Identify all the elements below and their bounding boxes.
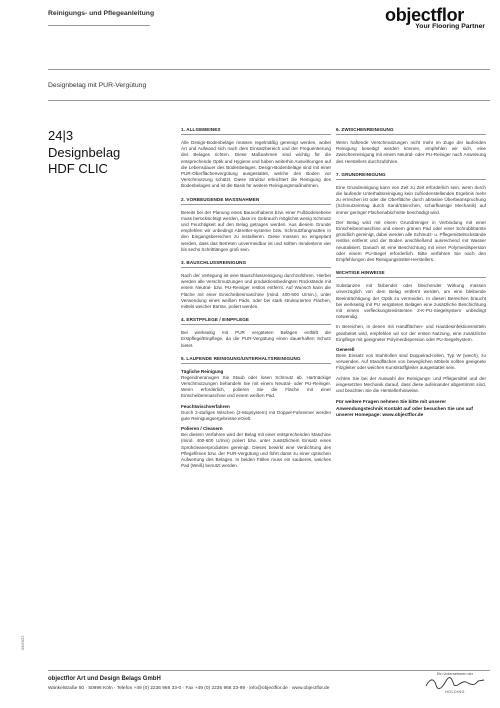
document-subtitle: Designbelag mit PUR-Vergütung — [48, 82, 147, 89]
section-text: Durch 2-stufiges Wischen (2-Mopsystem) mit Doppel-Fahreimer werden gute Reinigungsergebnisse erzielt. — [181, 409, 331, 421]
section-heading: 4. ERSTPFLEGE / EINPFLEGE — [181, 317, 331, 325]
section-general — [181, 127, 331, 190]
subtitle-rule — [48, 100, 490, 101]
section-text: Der Belag wird mit einem Grundreiniger in Verbindung mit einer Einscheibenmaschine und einem grünen Pad oder einer Schrubbbürste gründlich gereinigt, dabei werden alle Schmutz- u. Pflegemittelrückstände restlos entfernt und der Boden anschließend ausreichend mit Wasser neutralisiert. Danach ist eine Beschichtung mit einer Polymerdispersion oder einem PU-Siegel erforderlich. Bitte verfahren Sie nach den Empfehlungen des Reinigungsmittel-Herstellers. — [336, 219, 486, 263]
subheading: Polieren / Cleanern — [181, 426, 223, 432]
section-text: Wenn haftende Verschmutzungen nicht mehr im Zuge der laufenden Reinigung beseitigt werden können, empfehlen wir sich, eine Zwischenreinigung mit einem Neutral- oder PU-Reiniger nach Anweisung des Herstellers durchzuführen. — [336, 140, 486, 164]
subheading: Feuchtwischverfahren — [181, 403, 230, 409]
section-text: Eine Grundreinigung kann von Zeit zu Zeit erforderlich sein, wenn durch die laufende Unterhaltsreinigung kein zufriedenstellendes Ergebnis mehr zu erreichen ist oder die Oberfläche durch abrasive Überbeanspruchung (Schmutzeintrag durch Sand/Steinchen, scharfkantige Mechanik) auf immer geringer Flächenabschnitte beschädigt wird. — [336, 184, 486, 215]
header-rule — [48, 69, 490, 70]
subheading: Tägliche Reinigung — [181, 368, 224, 374]
header-rule-left — [48, 25, 150, 26]
section-heading: WICHTIGE HINWEISE — [336, 270, 486, 278]
logo-tagline: Your Flooring Partner — [415, 23, 485, 30]
section-heading: 2. VORBEUGENDE MASSNAHMEN — [181, 197, 331, 205]
section-heading: 5. LAUFENDE REINIGUNG/UNTERHALTSREINIGUNG — [181, 356, 331, 364]
logo-wordmark: objectflor — [385, 5, 465, 25]
revision-date: 05/2022 — [20, 635, 25, 650]
section-preventive — [181, 197, 331, 253]
signature-logo — [420, 676, 490, 690]
contact-note: Für weitere Fragen nehmen Sie bitte mit unserer Anwendungstechnik Kontakt auf oder besuchen Sie uns auf unserer Homepage: www.objectflor.de — [336, 400, 473, 419]
section-initial-care — [181, 317, 331, 349]
parent-company-brand: HOLDING — [445, 690, 465, 694]
product-number: 24|3 — [48, 128, 74, 143]
section-heading: 6. ZWISCHENREINIGUNG — [336, 127, 486, 135]
section-text: Nach der Verlegung ist eine Bauschlussreinigung durchzuführen. Hierbei werden alle Verschmutzungen und produktionsbedingten Rückstände mit einem Neutral- bzw. PU-Reiniger restlos entfernt. Auf Wunsch kann die Fläche mit einer Einscheibenmaschine (mind. 400-600 U/min.), unter Verwendung eines weißen Pads, oder bei stark strukturierten Flächen, mittels weicher Bürste, poliert werden. — [181, 273, 331, 310]
column-right — [336, 127, 486, 427]
section-heading: 3. BAUSCHLUSSREINIGUNG — [181, 260, 331, 268]
document-title: Reinigungs- und Pflegeanleitung — [48, 10, 155, 17]
section-text: Regendneranugen Sie Staub oder losen Schmutz ab. Hartnäckige Verschmutzungen behandeln Sie mit einem Neutral- oder PU-Reiniger. Wenn erforderlich, polieren Sie die Fläche mit einer Einscheibenmaschine und einem weißen Pad. — [181, 374, 331, 399]
section-text: Beim Einsatz von Stuhlrollen sind Doppelrad-rollen, Typ W (weich), zu verwenden. Auf Standflächen von beweglichen Möbeln sollten geeignete Filzgleiter oder weichen Kunststoffgleiter ausgestattet sein. — [336, 353, 486, 371]
section-text: In Bereichen, in denen mit Handflächen- und Hautdesinfektionsmitteln gearbeitet wird, empfehlen wir vor der ersten Nutzung, eine zusätzliche Einpflege mit geeigneter Polymerdispersion oder PU-Siegelsystem. — [336, 324, 486, 342]
section-text: Substanzen mit färbender oder bleichender Wirkung müssen unverzüglich von dem Belag entfernt werden, um eine bleibende Beeinträchtigung der Optik zu vermeiden. In diesen Bereichen braucht bei werkseitig mit PU vergüteten Belägen eine zusätzliche Beschichtung mit einem verfleckungsresistenten 2-K-PU-Siegelsystem unbedingt notwendig. — [336, 283, 486, 320]
section-text: Alle Design-Bodenbeläge müssen regelmäßig gereinigt werden, wobei Art und Aufwand sich nach dem Einsatzbereich und der Frequentierung des Belages richten. Diese Maßnahmen sind wichtig für die entsprechende Optik und Hygiene und haben weiterhin Auswirkungen auf die Lebensdauer des Bodenbelages. Design-Bodenbeläge sind mit einer PUR-Oberflächenvergütung ausgestattet, welche den Boden vor Verschmutzung schützt. Diese Struktur erleichtert die Reinigung des Bodenbelages und ist die Basis für weitere Reinigungsmaßnahmen. — [181, 140, 331, 189]
section-text: Bei werkseitig mit PUR vergüteten Belägen entfällt die Erstpflege/Einpflege, da die PUR-Vergütung einen dauerhaften Schutz bietet. — [181, 330, 331, 348]
column-left — [181, 127, 331, 476]
section-heading: 7. GRUNDREINIGUNG — [336, 172, 486, 180]
product-name — [48, 145, 120, 177]
section-final-cleaning — [181, 260, 331, 310]
footer-address: Wankelstraße 50 · 50996 Köln · Telefon +49 (0) 2236 966 33-0 · Fax +49 (0) 2236 966 33-99 · info@objectflor.de · www.objectflor.de — [48, 686, 330, 691]
product-name-line1: Designbelag — [48, 145, 121, 160]
section-text: Bei diesem Verfahren wird der Belag mit einer entsprechenden Maschine (mind. 400-600 U/min) poliert bzw. unter zusätzlichem Einsatz eines Sprühcleanerproduktes gereinigt. Dieses bewirkt eine Verdichtung des Pflegefilmes bzw. der PUR-Vergütung und führt damit zu einer optischen Aufwertung des Belages. In beiden Fällen muss ein sauberes, weiches Pad (Weiß) benutzt werden. — [181, 432, 331, 469]
product-name-line2: HDF CLIC — [48, 161, 108, 176]
footer-company: objectflor Art und Design Belags GmbH — [48, 676, 161, 682]
section-text: Bereits bei der Planung eines Bauvorhabens bzw. einer Fußbodenebene muss berücksichtigt werden, dass im Gebrauch möglichst wenig Schmutz und Feuchtigkeit auf den Belag getragen werden. Aus diesem Grunde empfehlen wir unbedingt Abtretter-systeme bzw. Schmutzfangmatten in den Eingangsbereichen zu installieren. Diese müssen so eingeplant werden, dass das Betreten unvermeidbar ist und sollten mindestens vier bis sechs Schrittlängen groß sein. — [181, 209, 331, 252]
parent-company-mark — [420, 672, 490, 694]
section-heading: 1. ALLGEMEINES — [181, 127, 331, 135]
footer-rule — [48, 670, 490, 671]
section-notes — [336, 270, 486, 419]
section-text: Achten Sie bei der Auswahl der Reinigungs- und Pflegemittel und der eingesetzten Mechanik darauf, dass diese aufeinander abgestimmt sind, und beachten Sie die Herstellerhinweise. — [336, 375, 486, 394]
section-maintenance — [181, 356, 331, 469]
section-intermediate — [336, 127, 486, 165]
section-basic-cleaning — [336, 172, 486, 263]
parent-company-tagline: Ein Unternehmen der — [436, 672, 474, 676]
subheading: Generell — [336, 347, 355, 353]
objectflor-logo — [385, 6, 489, 30]
